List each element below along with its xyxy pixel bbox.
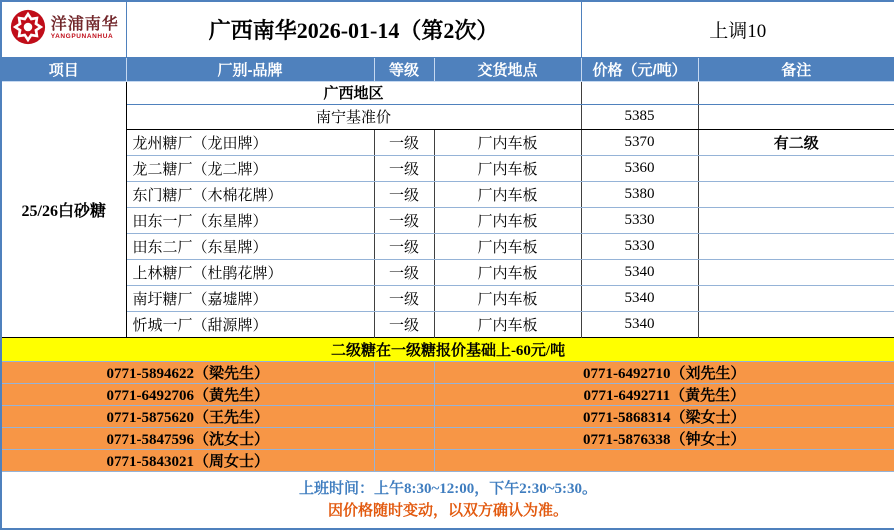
factory-brand: 田东二厂（东星牌） [126, 233, 374, 259]
price: 5380 [581, 181, 698, 207]
contact-spacer [374, 449, 434, 471]
delivery-point: 厂内车板 [434, 129, 581, 155]
table-row [1, 207, 894, 233]
company-emblem-icon [9, 8, 47, 51]
col-header-price: 价格（元/吨） [581, 57, 698, 81]
delivery-point: 厂内车板 [434, 285, 581, 311]
contact-spacer [374, 361, 434, 383]
contact-phone-left: 0771-5843021（周女士） [1, 449, 374, 471]
note: 有二级 [698, 129, 894, 155]
delivery-point: 厂内车板 [434, 155, 581, 181]
table-row [1, 259, 894, 285]
factory-brand: 东门糖厂（木棉花牌） [126, 181, 374, 207]
grade: 一级 [374, 233, 434, 259]
price: 5340 [581, 311, 698, 337]
price: 5340 [581, 259, 698, 285]
contact-spacer [374, 427, 434, 449]
factory-brand: 龙二糖厂（龙二牌） [126, 155, 374, 181]
contact-phone-right [434, 449, 894, 471]
benchmark-label: 南宁基准价 [126, 104, 581, 129]
contact-phone-left: 0771-5894622（梁先生） [1, 361, 374, 383]
table-row [1, 311, 894, 337]
factory-brand: 龙州糖厂（龙田牌） [126, 129, 374, 155]
note [698, 285, 894, 311]
contact-row [1, 405, 894, 427]
col-header-item: 项目 [1, 57, 126, 81]
contact-row [1, 427, 894, 449]
col-header-brand: 厂别-品牌 [126, 57, 374, 81]
table-row [1, 233, 894, 259]
note [698, 233, 894, 259]
delivery-point: 厂内车板 [434, 207, 581, 233]
footer-notes [1, 471, 894, 529]
region-price-empty [581, 81, 698, 104]
price-adjustment: 上调10 [581, 1, 894, 57]
region-note-empty [698, 81, 894, 104]
table-row [1, 181, 894, 207]
price: 5370 [581, 129, 698, 155]
note [698, 259, 894, 285]
factory-brand: 南圩糖厂（嘉墟牌） [126, 285, 374, 311]
sheet-title: 广西南华2026-01-14（第2次） [126, 1, 581, 57]
contact-row [1, 449, 894, 471]
grade: 一级 [374, 181, 434, 207]
contact-phone-right: 0771-6492710（刘先生） [434, 361, 894, 383]
table-row [1, 285, 894, 311]
col-header-delivery: 交货地点 [434, 57, 581, 81]
company-name-en: YANGPUNANHUA [50, 33, 114, 41]
contact-spacer [374, 383, 434, 405]
company-name: 洋浦南华 [50, 16, 119, 34]
benchmark-price: 5385 [581, 104, 698, 129]
note [698, 155, 894, 181]
factory-brand: 忻城一厂（甜源牌） [132, 317, 268, 334]
price-disclaimer: 因价格随时变动，以双方确认为准。 [328, 502, 569, 519]
item-category: 25/26白砂糖 [1, 81, 126, 337]
grade: 一级 [374, 285, 434, 311]
note [698, 181, 894, 207]
company-logo [1, 1, 126, 57]
contact-phone-right: 0771-6492711（黄先生） [434, 383, 894, 405]
working-hours: 上班时间：上午8:30~12:00，下午2:30~5:30。 [298, 480, 598, 497]
contact-phone-left: 0771-6492706（黄先生） [1, 383, 374, 405]
region-header: 广西地区 [126, 81, 581, 104]
grade: 一级 [374, 259, 434, 285]
note [698, 207, 894, 233]
grade: 一级 [374, 155, 434, 181]
price: 5340 [581, 285, 698, 311]
delivery-point: 厂内车板 [434, 259, 581, 285]
contact-spacer [374, 405, 434, 427]
factory-brand: 田东一厂（东星牌） [126, 207, 374, 233]
grade: 一级 [374, 207, 434, 233]
table-row [1, 155, 894, 181]
price: 5330 [581, 233, 698, 259]
price: 5330 [581, 207, 698, 233]
table-row [1, 129, 894, 155]
contact-row [1, 383, 894, 405]
contact-row [1, 361, 894, 383]
grade: 一级 [374, 311, 434, 337]
delivery-point: 厂内车板 [434, 181, 581, 207]
delivery-point: 厂内车板 [434, 233, 581, 259]
contact-phone-left: 0771-5847596（沈女士） [1, 427, 374, 449]
grade: 一级 [374, 129, 434, 155]
contact-phone-left: 0771-5875620（王先生） [1, 405, 374, 427]
contact-phone-right: 0771-5876338（钟女士） [434, 427, 894, 449]
price: 5360 [581, 155, 698, 181]
contact-phone-right: 0771-5868314（梁女士） [434, 405, 894, 427]
col-header-grade: 等级 [374, 57, 434, 81]
benchmark-note-empty [698, 104, 894, 129]
note [698, 311, 894, 337]
second-grade-notice: 二级糖在一级糖报价基础上-60元/吨 [1, 337, 894, 361]
col-header-note: 备注 [698, 57, 894, 81]
factory-brand: 上林糖厂（杜鹃花牌） [126, 259, 374, 285]
delivery-point: 厂内车板 [434, 311, 581, 337]
